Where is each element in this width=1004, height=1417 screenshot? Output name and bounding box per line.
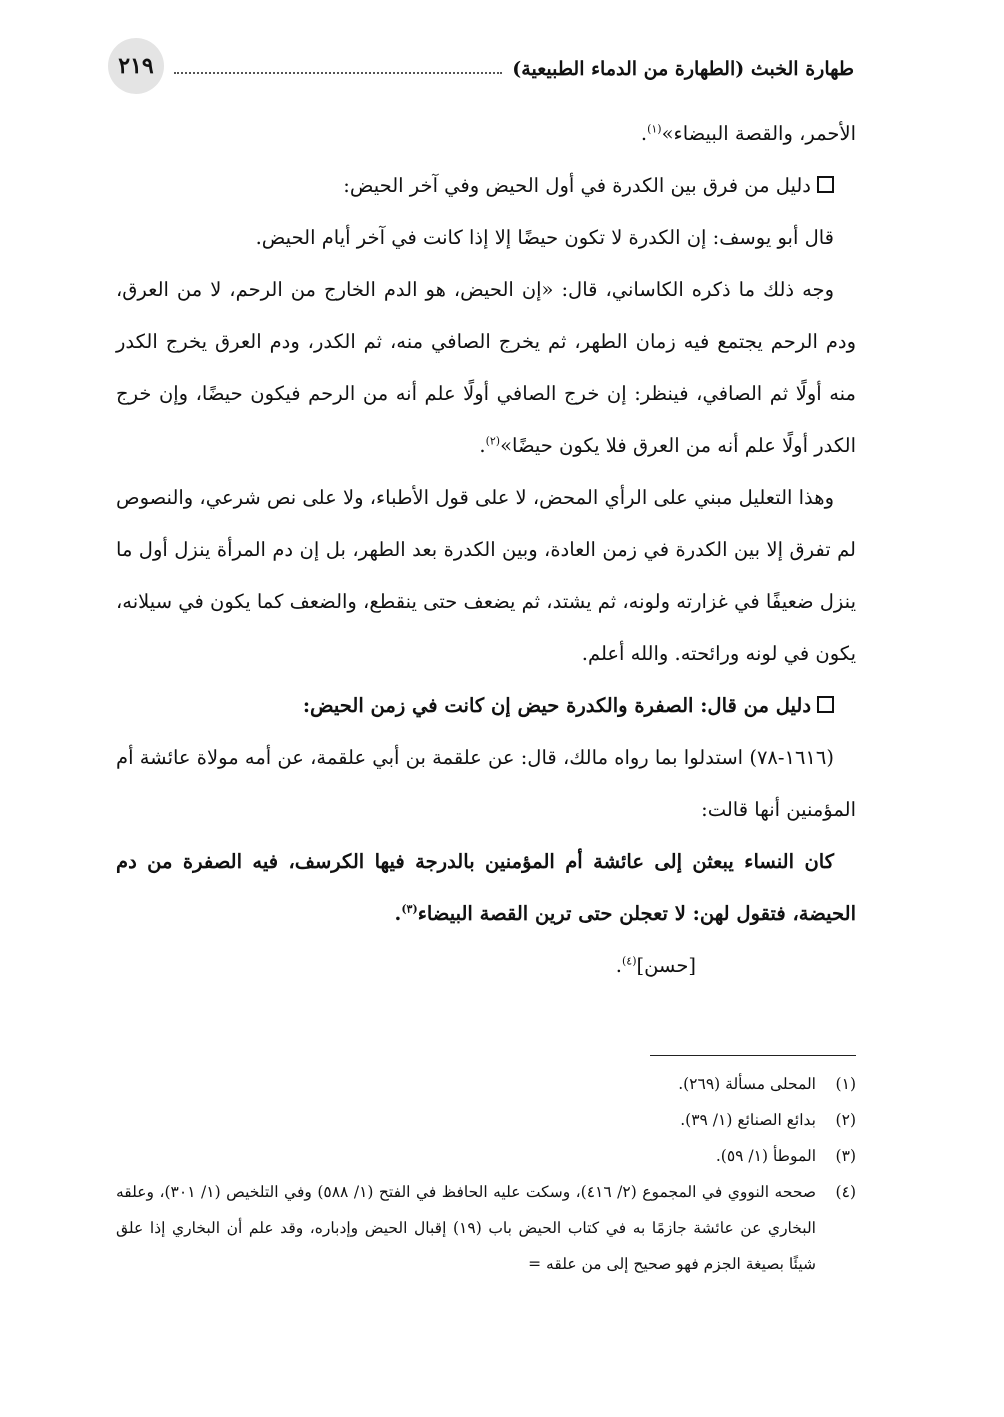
punctuation: . (394, 902, 402, 925)
paragraph: وهذا التعليل مبني على الرأي المحض، لا على قول الأطباء، ولا على نص شرعي، والنصوص لم تفرق إلا بين الكدرة في زمن العادة، وبين الكدرة بعد الطهر، بل إن دم المرأة ينزل أول ما ينزل ضعيفًا في غزارته ولونه، ثم يشتد، ثم يضعف حتى ينقطع، والضعف كما يكون في سيلانه، يكون في لونه ورائحته. والله أعلم. (116, 486, 856, 665)
footnote-ref: (٣) (401, 902, 418, 916)
checkbox-square-icon (817, 176, 834, 193)
paragraph-text: وجه ذلك ما ذكره الكاساني، قال: «إن الحيض، هو الدم الخارج من الرحم، لا من العرق، ودم الرحم يجتمع فيه زمان الطهر، ثم يخرج الصافي منه، ثم الكدر، ودم العرق يخرج الكدر منه أولًا ثم الصافي، فينظر: إن خرج الصافي أولًا علم أنه من الرحم فيكون حيضًا، وإن خرج الكدر أولًا علم أنه من العرق فلا يكون حيضًا» (116, 278, 856, 457)
grading (116, 940, 856, 992)
footnote-item (116, 1174, 856, 1282)
punctuation: . (615, 954, 622, 977)
footnote-number: (٤) (835, 1183, 856, 1201)
footnote-item (116, 1102, 856, 1138)
hadith-text (116, 836, 856, 940)
paragraph-hadith-intro: (١٦١٦-٧٨) استدلوا بما رواه مالك، قال: عن علقمة بن أبي علقمة، عن أمه مولاة عائشة أم المؤمنين أنها قالت: (116, 746, 856, 821)
footnote-item (116, 1138, 856, 1174)
footnote-text: الموطأ (١/ ٥٩). (715, 1147, 816, 1165)
footnote-separator (650, 1055, 856, 1056)
footnote-ref: (٢) (485, 434, 501, 448)
footnote-number: (٣) (835, 1147, 856, 1165)
section-heading (116, 160, 856, 212)
header-dotted-leader (174, 72, 502, 74)
paragraph-continuation (116, 108, 856, 160)
paragraph-text: الأحمر، والقصة البيضاء» (661, 122, 856, 145)
header-title: طهارة الخبث (الطهارة من الدماء الطبيعية) (512, 58, 854, 80)
footnote-number: (٢) (835, 1111, 856, 1129)
paragraph: قال أبو يوسف: إن الكدرة لا تكون حيضًا إلا إذا كانت في آخر أيام الحيض. (255, 226, 834, 249)
heading-text: دليل من فرق بين الكدرة في أول الحيض وفي آخر الحيض: (343, 174, 811, 197)
punctuation: . (479, 434, 486, 457)
heading-text: دليل من قال: الصفرة والكدرة حيض إن كانت في زمن الحيض: (302, 694, 811, 717)
footnote-text: صححه النووي في المجموع (٢/ ٤١٦)، وسكت عليه الحافظ في الفتح (١/ ٥٨٨) وفي التلخيص (١/ ٣٠١)، وعلقه البخاري عن عائشة جازمًا به في كتاب الحيض باب (١٩) إقبال الحيض وإدباره، وقد علم أن البخاري إذا علق شيئًا بصيغة الجزم فهو صحيح إلى من علقه = (116, 1183, 817, 1273)
hadith-body: كان النساء يبعثن إلى عائشة أم المؤمنين بالدرجة فيها الكرسف، فيه الصفرة من دم الحيضة، فتقول لهن: لا تعجلن حتى ترين القصة البيضاء (116, 850, 856, 925)
footnotes (116, 1066, 856, 1282)
footnote-item (116, 1066, 856, 1102)
footnote-text: بدائع الصنائع (١/ ٣٩). (680, 1111, 816, 1129)
grading-text: [حسن] (636, 954, 696, 977)
footnote-ref: (١) (647, 122, 662, 136)
main-text (116, 108, 856, 992)
punctuation: . (640, 122, 648, 145)
footnote-ref: (٤) (621, 954, 637, 968)
section-heading-bold (116, 680, 856, 732)
paragraph-quote (116, 264, 856, 472)
running-header (108, 46, 854, 92)
page-number: ٢١٩ (108, 38, 164, 94)
footnote-text: المحلى مسألة (٢٦٩). (678, 1075, 816, 1093)
footnote-number: (١) (835, 1075, 856, 1093)
checkbox-square-icon (817, 696, 834, 713)
